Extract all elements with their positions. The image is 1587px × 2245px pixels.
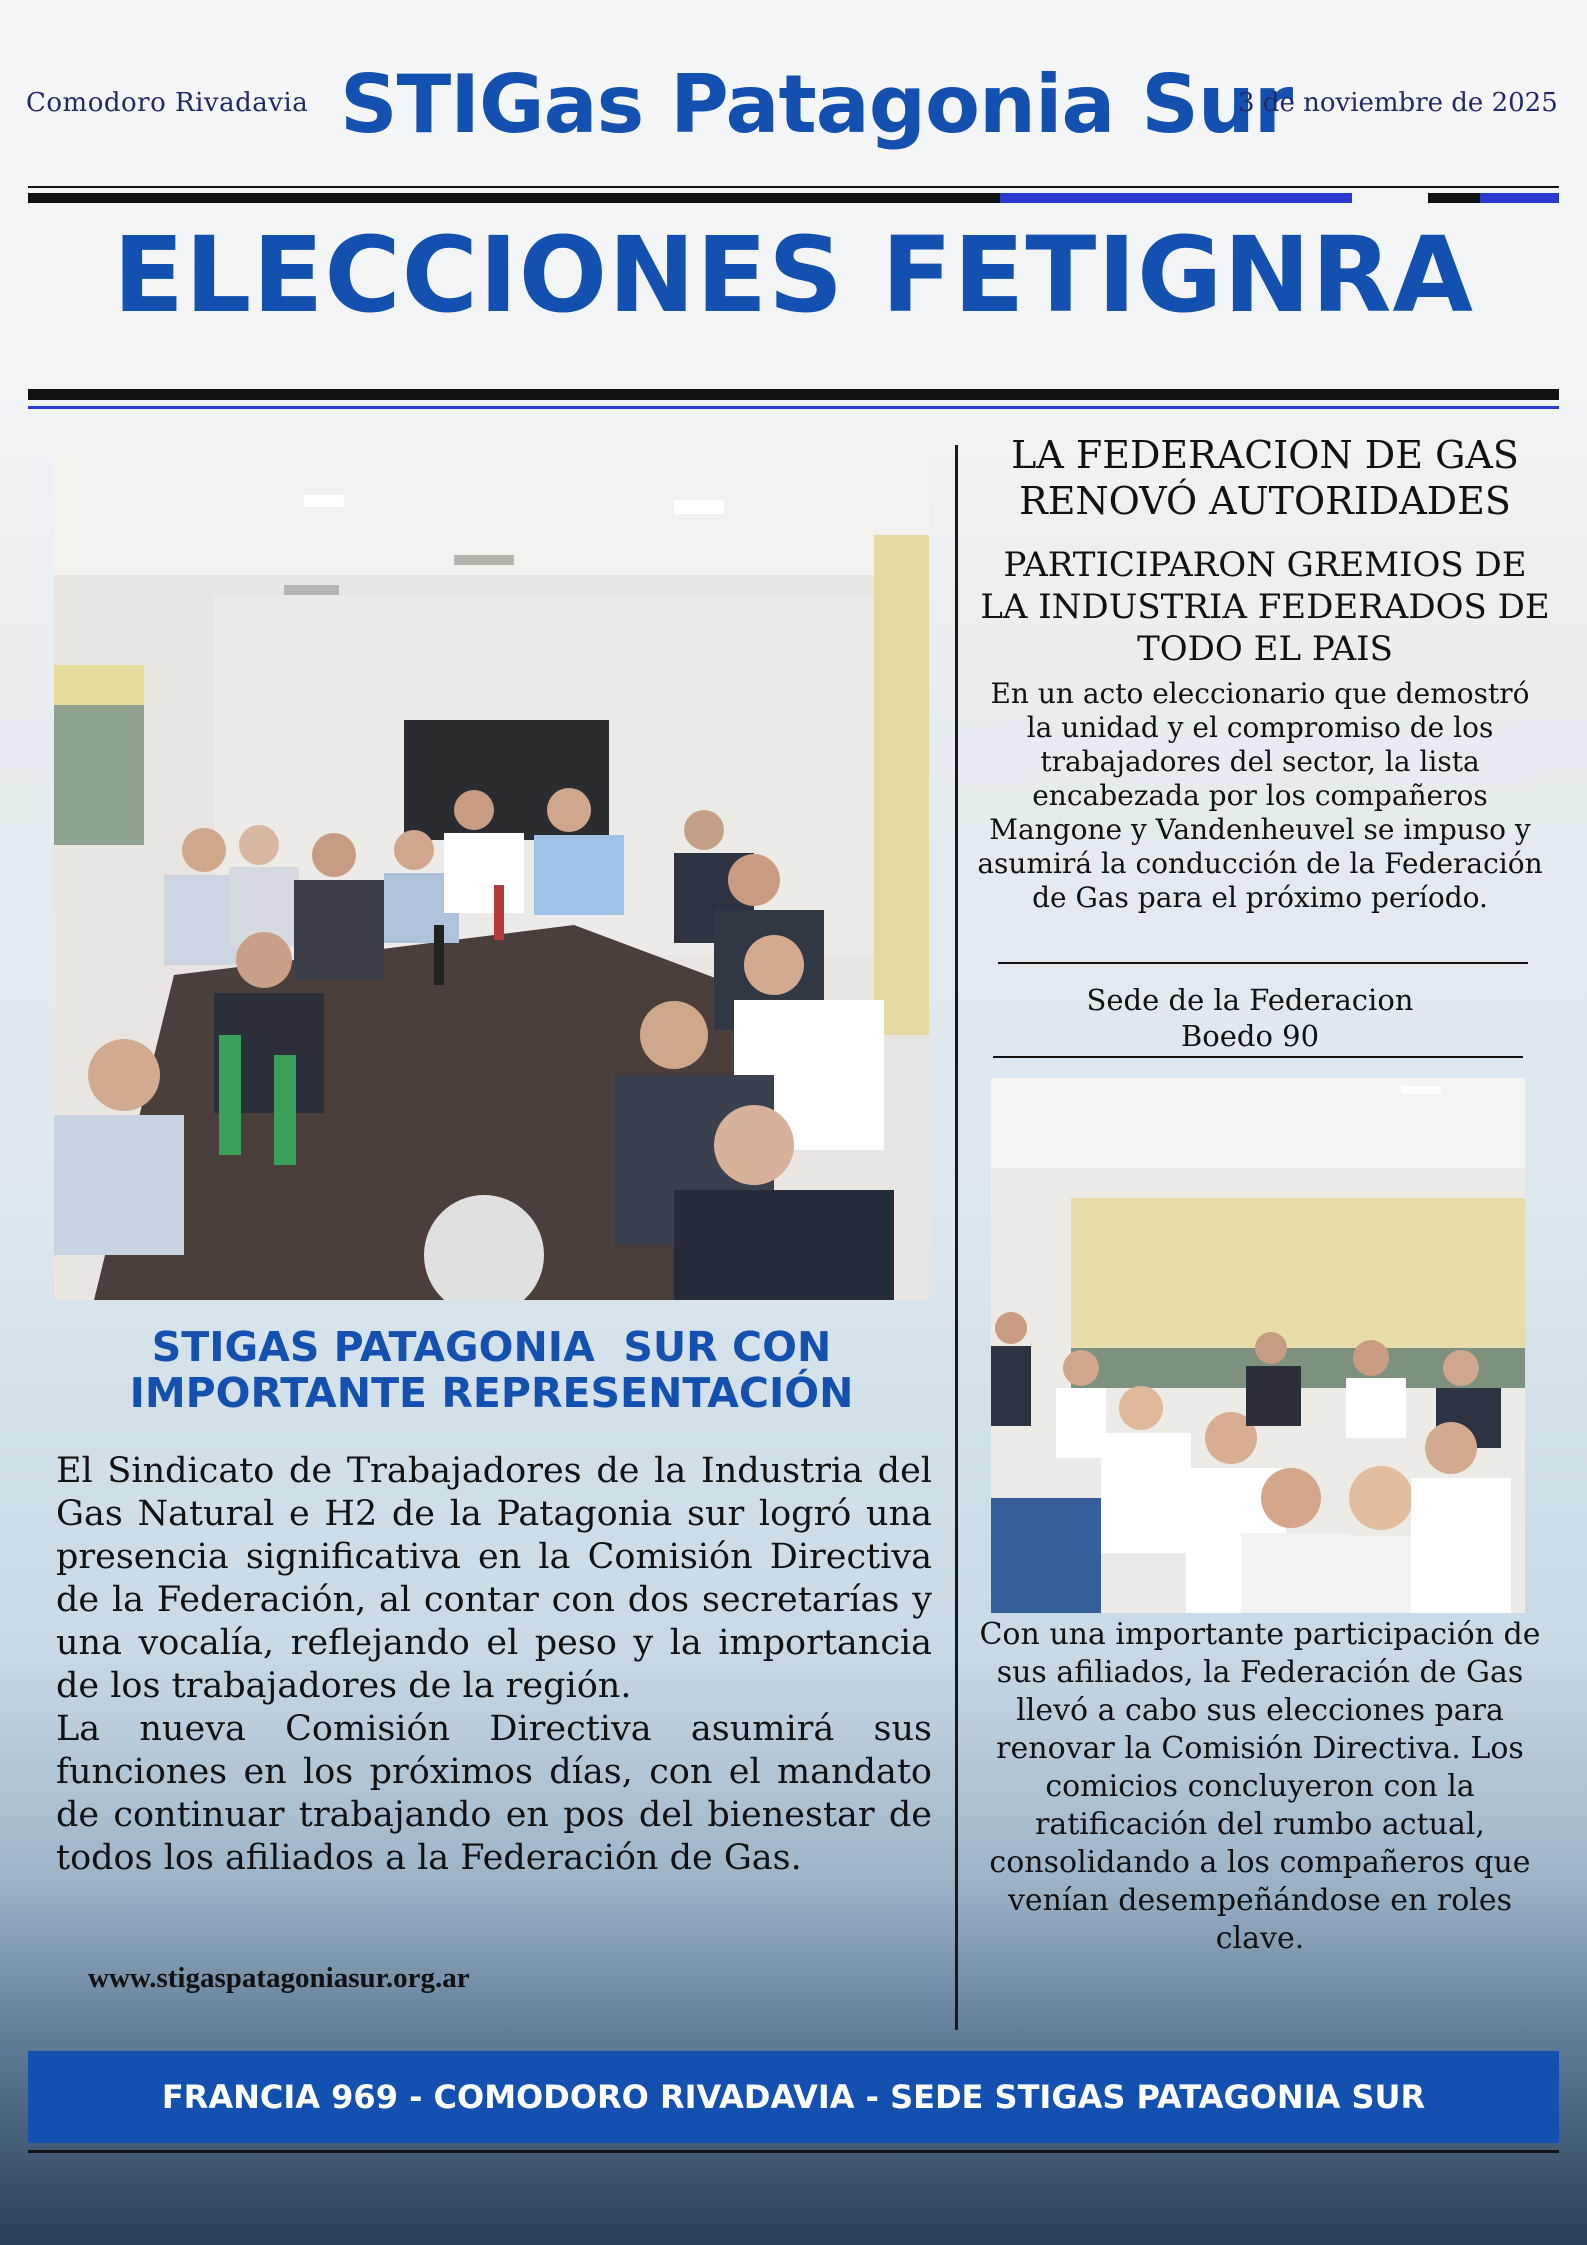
sidebar-divider-bottom <box>993 1056 1523 1058</box>
masthead-location: Comodoro Rivadavia <box>26 88 309 118</box>
masthead-title: STIGas Patagonia Sur <box>340 58 1293 151</box>
footer-rule <box>28 2150 1559 2153</box>
sidebar-subheading: PARTICIPARON GREMIOS DE LA INDUSTRIA FEDERADOS DE TODO EL PAIS <box>980 545 1550 669</box>
headline-rule-blue <box>28 406 1559 409</box>
meeting-photo <box>54 455 929 1300</box>
top-rule-blue <box>1000 193 1352 203</box>
main-heading-line-1: STIGAS PATAGONIA SUR CON <box>151 1323 832 1371</box>
venue-caption <box>990 982 1510 1054</box>
top-rule-black <box>28 186 1559 188</box>
main-paragraph-2: La nueva Comisión Directiva asumirá sus funciones en los próximos días, con el mandato de continuar trabajando en pos del bienestar de todos los afiliados a la Federación de Gas. <box>56 1709 932 1878</box>
assembly-photo <box>991 1078 1525 1613</box>
page-headline: ELECCIONES FETIGNRA <box>113 214 1474 336</box>
masthead-date: 3 de noviembre de 2025 <box>1238 88 1558 118</box>
sidebar-divider-top <box>998 962 1528 964</box>
main-article-heading <box>54 1324 929 1416</box>
footer-address-bar: FRANCIA 969 - COMODORO RIVADAVIA - SEDE STIGAS PATAGONIA SUR <box>28 2051 1559 2143</box>
column-divider <box>955 445 958 2030</box>
headline-rule-thick <box>28 389 1559 400</box>
sidebar-intro: En un acto eleccionario que demostró la unidad y el compromiso de los trabajadores del sector, la lista encabezada por los compañeros Mangone y Vandenheuvel se impuso y asumirá la conducción de la Federación de Gas para el próximo período. <box>977 677 1543 914</box>
main-article-body <box>56 1450 932 1880</box>
website-link[interactable]: www.stigaspatagoniasur.org.ar <box>88 1962 470 1994</box>
main-paragraph-1: El Sindicato de Trabajadores de la Industria del Gas Natural e H2 de la Patagonia sur logró una presencia significativa en la Comisión Directiva de la Federación, al contar con dos secretarías y una vocalía, reflejando el peso y la importancia de los trabajadores de la región. <box>56 1451 932 1706</box>
sidebar-body: Con una importante participación de sus afiliados, la Federación de Gas llevó a cabo sus elecciones para renovar la Comisión Directiva. Los comicios concluyeron con la ratificación del rumbo actual, consolidando a los compañeros que venían desempeñándose en roles clave. <box>979 1617 1541 1956</box>
main-heading-line-2: IMPORTANTE REPRESENTACIÓN <box>129 1369 854 1417</box>
sidebar-heading: LA FEDERACION DE GAS RENOVÓ AUTORIDADES <box>1011 433 1519 523</box>
venue-line-1: Sede de la Federacion <box>1086 983 1414 1017</box>
top-rule-right-blue <box>1480 193 1559 203</box>
venue-line-2: Boedo 90 <box>1180 1019 1320 1053</box>
